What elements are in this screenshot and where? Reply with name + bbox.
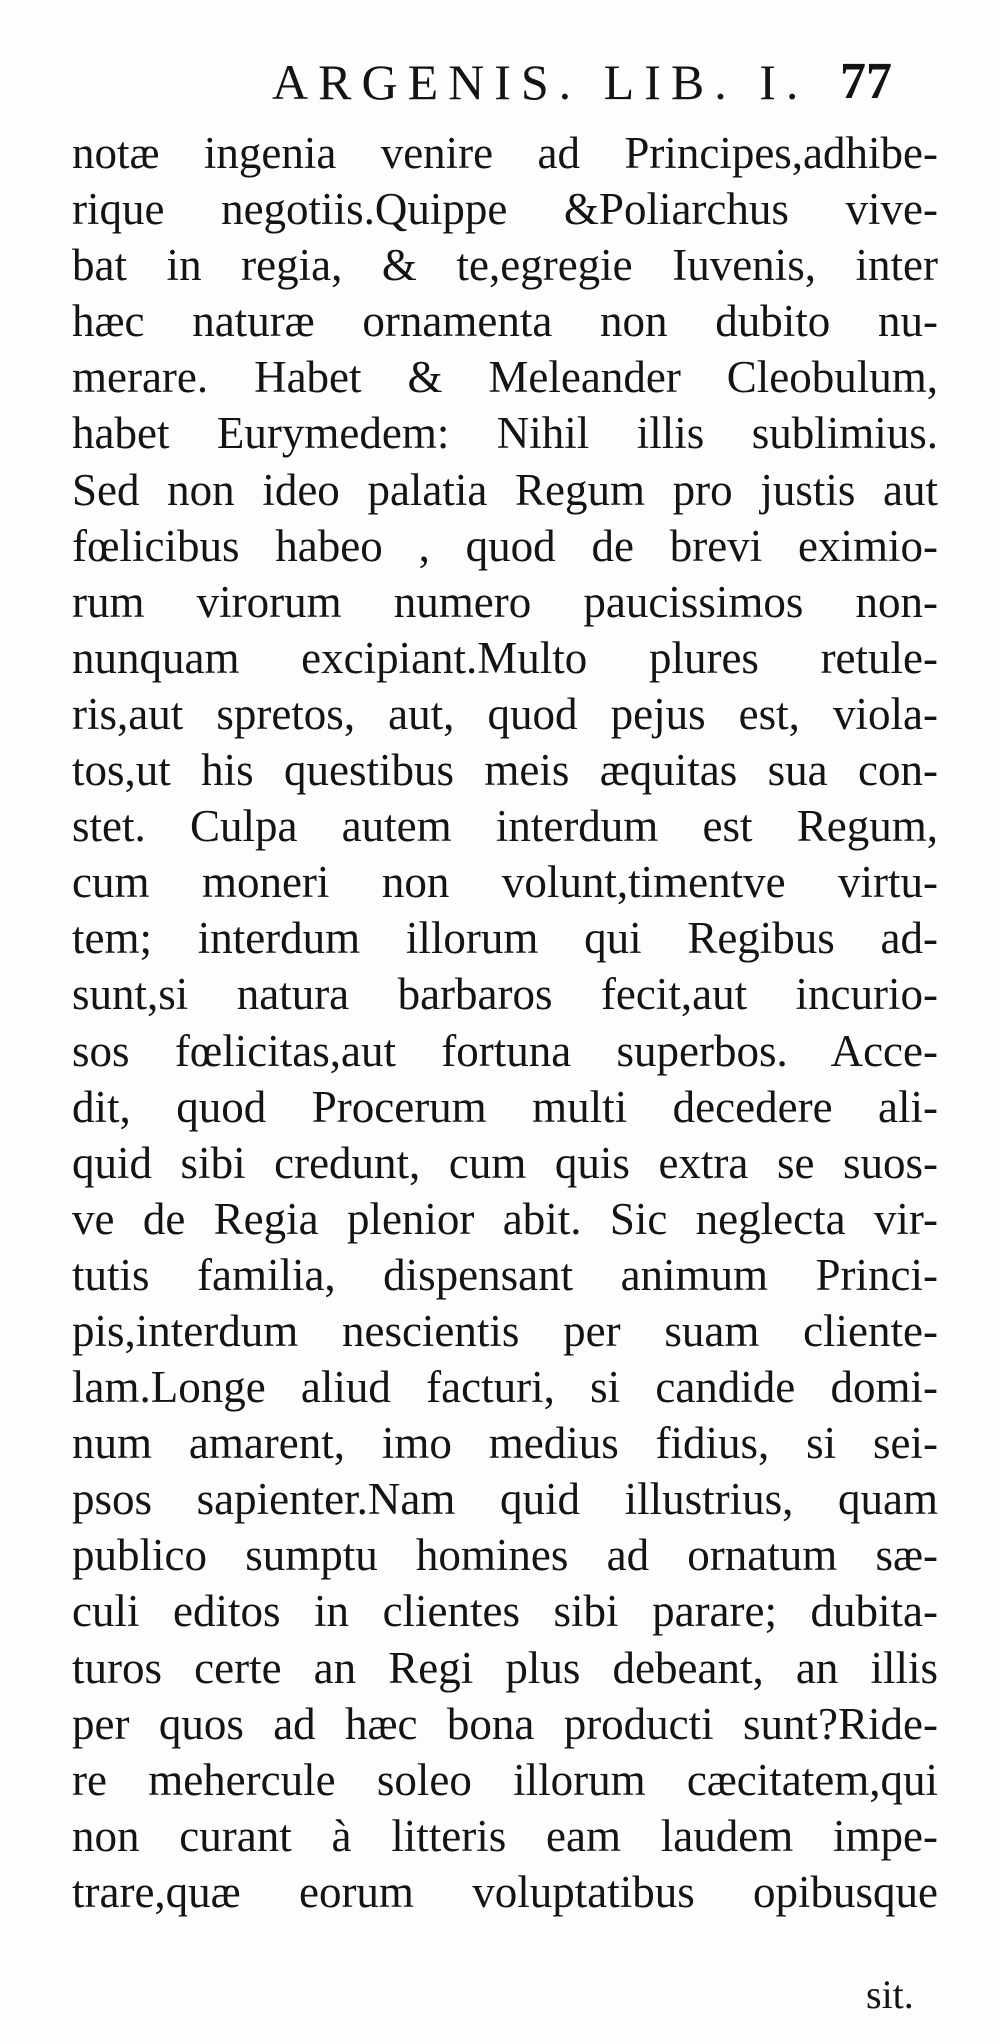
text-line: per quos ad hæc bona producti sunt?Ride- xyxy=(72,1698,938,1749)
text-line: fœlicibus habeo , quod de brevi eximio- xyxy=(72,520,938,571)
text-line: ve de Regia plenior abit. Sic neglecta vir- xyxy=(72,1193,938,1244)
text-line: quid sibi credunt, cum quis extra se suos- xyxy=(72,1137,938,1188)
text-line: re mehercule soleo illorum cæcitatem,qui xyxy=(72,1754,938,1805)
text-line: rique negotiis.Quippe &Poliarchus vive- xyxy=(72,184,938,235)
text-line: tem; interdum illorum qui Regibus ad- xyxy=(72,913,938,964)
text-line: trare,quæ eorum voluptatibus opibusque xyxy=(72,1866,938,1917)
text-line: dit, quod Procerum multi decedere ali- xyxy=(72,1081,938,1132)
text-line: tutis familia, dispensant animum Princi- xyxy=(72,1249,938,1300)
text-line: publico sumptu homines ad ornatum sæ- xyxy=(72,1530,938,1581)
text-line: non curant à litteris eam laudem impe- xyxy=(72,1810,938,1861)
text-line: notæ ingenia venire ad Principes,adhibe- xyxy=(72,128,938,178)
catchword: sit. xyxy=(866,1972,914,2017)
text-line: merare. Habet & Meleander Cleobulum, xyxy=(72,352,938,403)
running-title: ARGENIS. LIB. I. xyxy=(272,54,809,110)
text-line: bat in regia, & te,egregie Iuvenis, inter xyxy=(72,240,938,291)
text-line: sunt,si natura barbaros fecit,aut incurio- xyxy=(72,969,938,1020)
page-number: 77 xyxy=(840,53,892,110)
text-line: Sed non ideo palatia Regum pro justis aut xyxy=(72,464,938,515)
text-line: rum virorum numero paucissimos non- xyxy=(72,576,938,627)
text-line: pis,interdum nescientis per suam cliente- xyxy=(72,1305,938,1356)
text-line: hæc naturæ ornamenta non dubito nu- xyxy=(72,296,938,347)
running-head xyxy=(0,52,1000,112)
text-line: sos fœlicitas,aut fortuna superbos. Acce- xyxy=(72,1025,938,1076)
text-line: stet. Culpa autem interdum est Regum, xyxy=(72,801,938,852)
body-text xyxy=(72,125,938,1920)
text-line: num amarent, imo medius fidius, si sei- xyxy=(72,1418,938,1469)
text-line: habet Eurymedem: Nihil illis sublimius. xyxy=(72,408,938,459)
text-line: tos,ut his questibus meis æquitas sua con- xyxy=(72,745,938,796)
text-line: turos certe an Regi plus debeant, an illis xyxy=(72,1642,938,1693)
text-line: cum moneri non volunt,timentve virtu- xyxy=(72,857,938,908)
text-line: ris,aut spretos, aut, quod pejus est, viola- xyxy=(72,688,938,739)
text-line: nunquam excipiant.Multo plures retule- xyxy=(72,632,938,683)
text-line: culi editos in clientes sibi parare; dubita- xyxy=(72,1586,938,1637)
text-line: psos sapienter.Nam quid illustrius, quam xyxy=(72,1474,938,1525)
text-line: lam.Longe aliud facturi, si candide domi- xyxy=(72,1362,938,1413)
